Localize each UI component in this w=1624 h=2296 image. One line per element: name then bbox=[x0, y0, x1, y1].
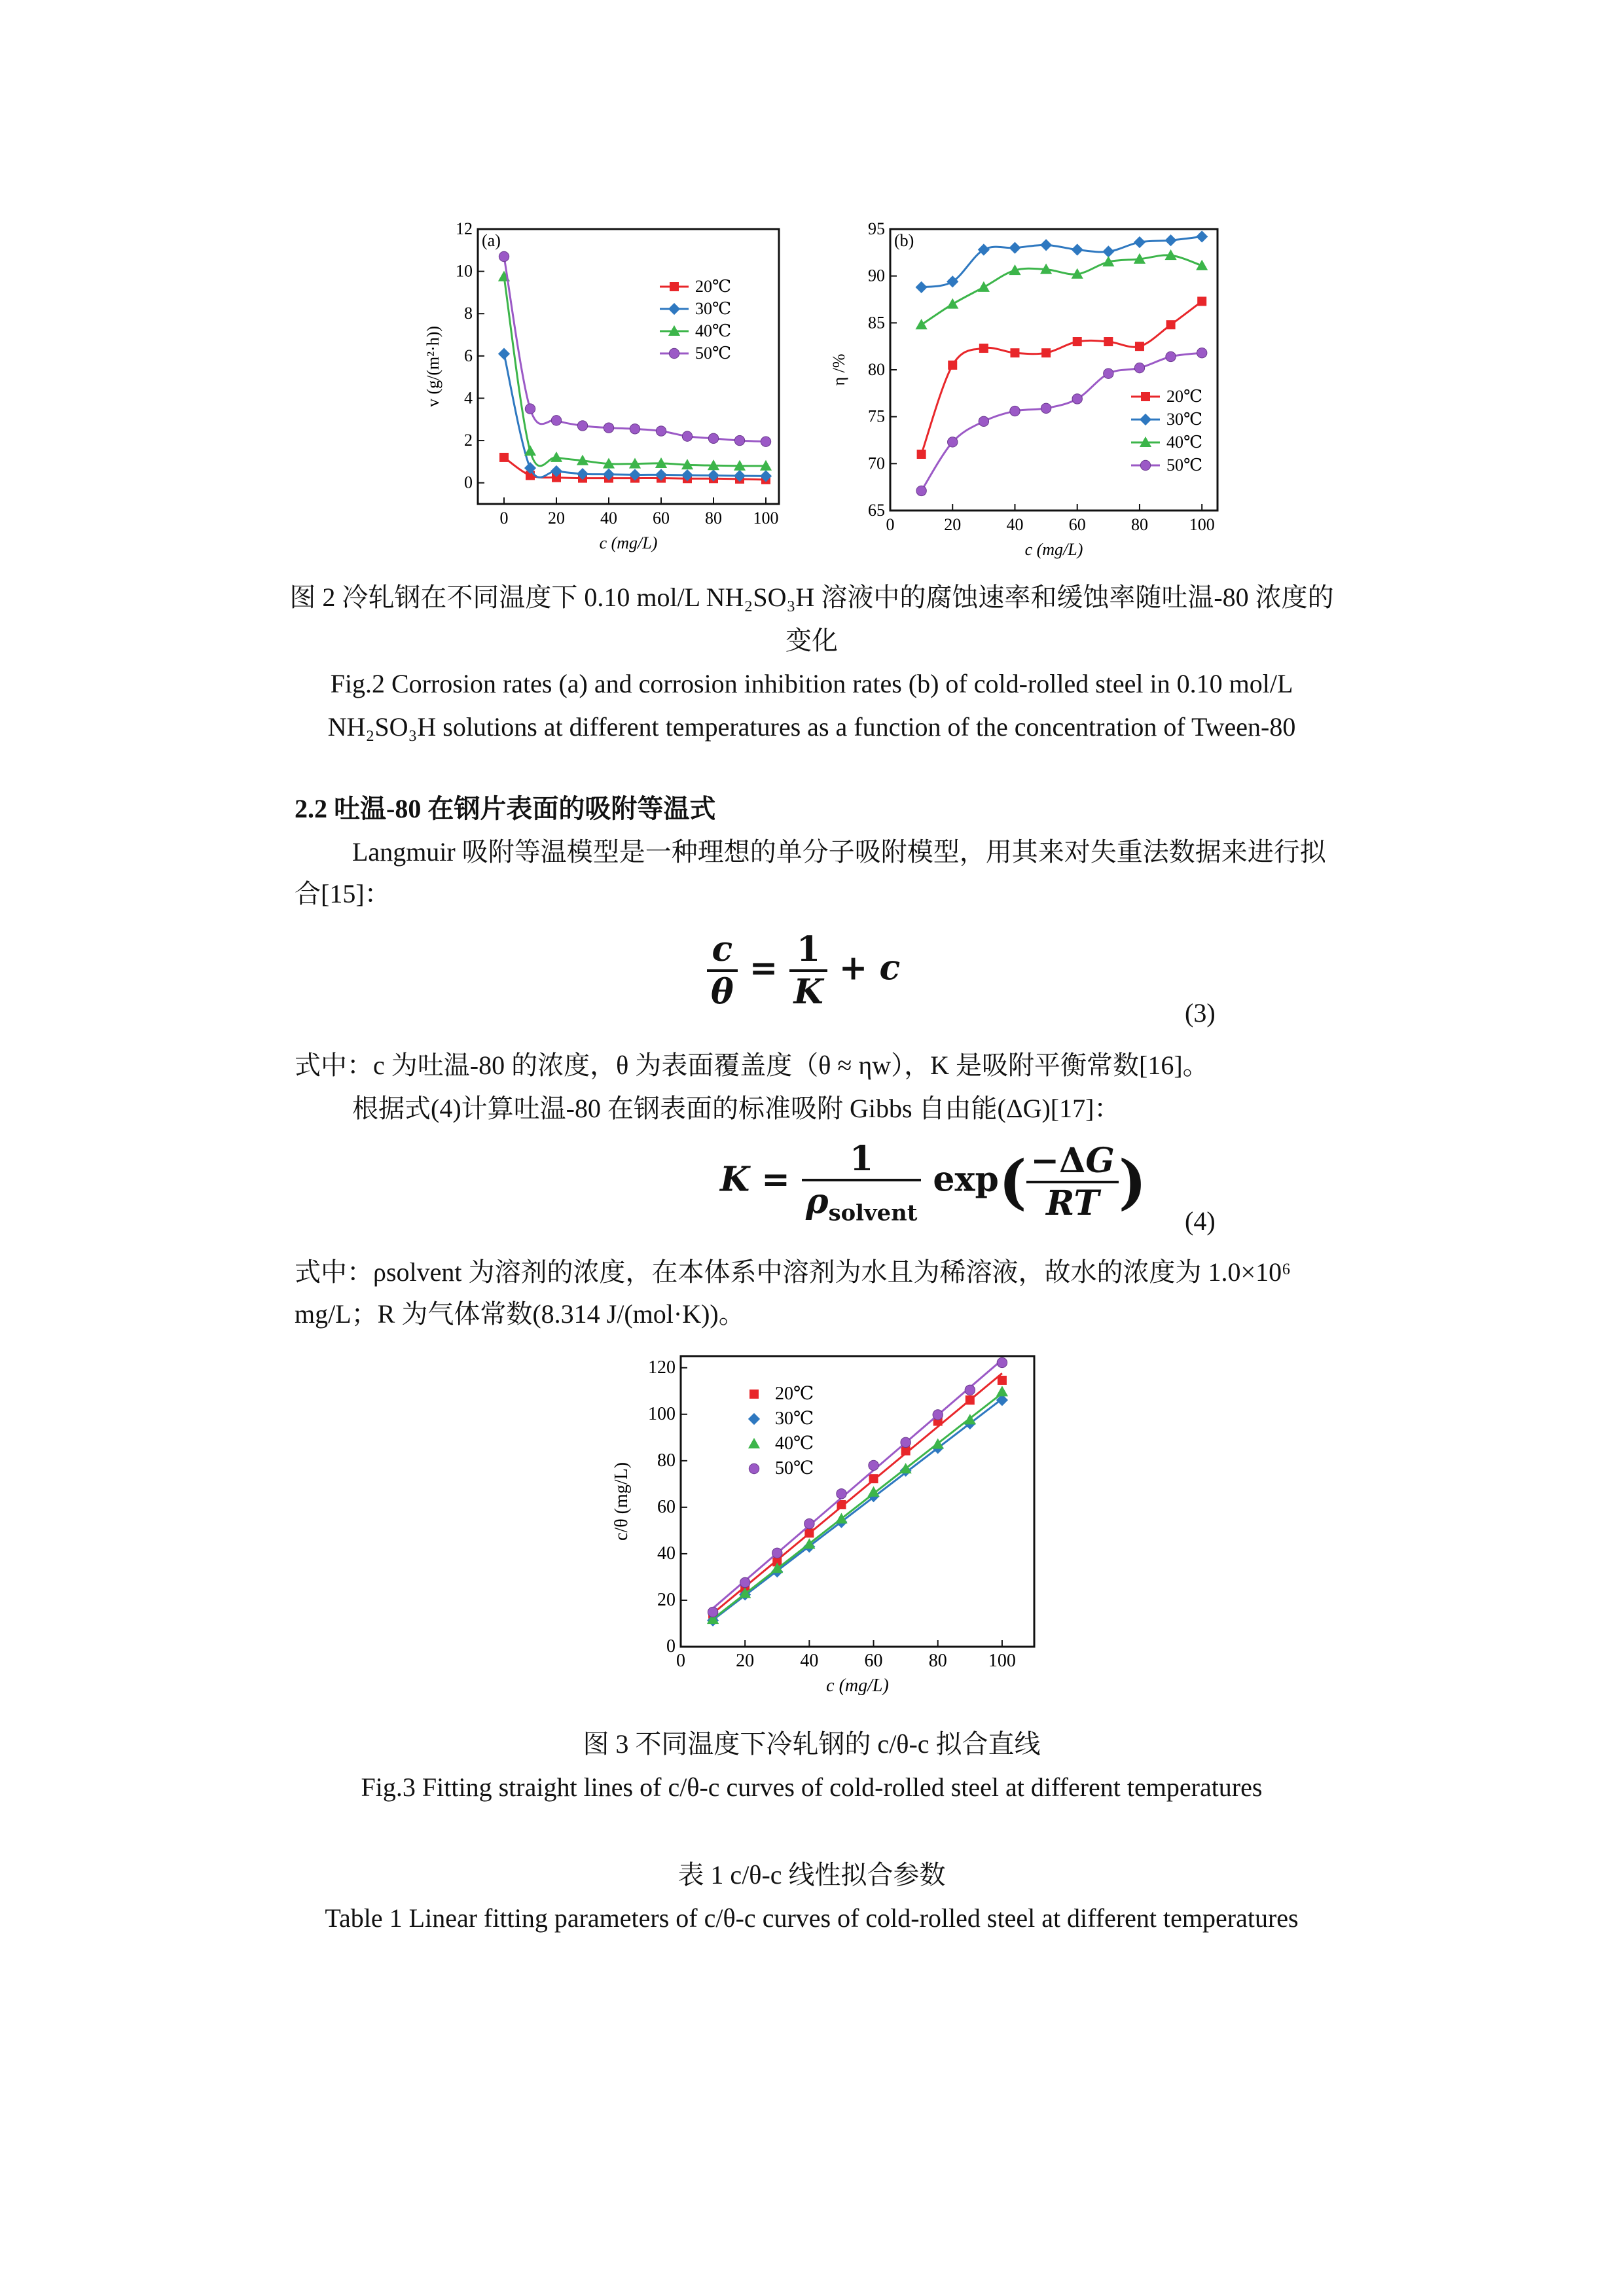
data-point bbox=[1164, 234, 1176, 246]
data-point bbox=[997, 1357, 1007, 1367]
y-tick-label: 8 bbox=[464, 304, 473, 323]
data-point bbox=[1134, 236, 1146, 248]
x-tick-label: 0 bbox=[499, 509, 509, 528]
legend-label: 50℃ bbox=[695, 344, 732, 363]
legend-marker bbox=[669, 348, 679, 358]
y-axis-label: c/θ (mg/L) bbox=[611, 1462, 632, 1541]
x-tick-label: 40 bbox=[800, 1651, 819, 1671]
legend-label: 40℃ bbox=[775, 1433, 814, 1454]
legend-label: 40℃ bbox=[695, 321, 732, 340]
data-point bbox=[979, 416, 988, 426]
data-point bbox=[837, 1489, 846, 1499]
data-point bbox=[948, 437, 958, 447]
data-point bbox=[916, 281, 928, 293]
fig3-chart bbox=[589, 1335, 1074, 1721]
data-point bbox=[1041, 348, 1051, 357]
data-point bbox=[1197, 348, 1206, 358]
fit-line bbox=[713, 1399, 1002, 1620]
y-tick-label: 20 bbox=[657, 1589, 676, 1610]
data-point bbox=[1102, 245, 1114, 257]
fit-line bbox=[713, 1393, 1002, 1619]
x-tick-label: 0 bbox=[886, 515, 895, 534]
x-tick-label: 100 bbox=[753, 509, 779, 528]
fig3-caption-cn: 图 3 不同温度下冷轧钢的 c/θ-c 拟合直线 bbox=[583, 1729, 1041, 1759]
x-tick-label: 40 bbox=[600, 509, 617, 528]
data-point bbox=[1196, 230, 1208, 242]
fig2-chart-b bbox=[818, 216, 1250, 569]
data-point bbox=[869, 1460, 878, 1470]
data-point bbox=[524, 445, 536, 456]
data-point bbox=[965, 1385, 975, 1395]
data-point bbox=[1010, 406, 1020, 416]
y-tick-label: 95 bbox=[868, 219, 885, 238]
y-tick-label: 60 bbox=[657, 1496, 676, 1517]
data-point bbox=[734, 435, 744, 445]
data-point bbox=[998, 1376, 1007, 1385]
x-tick-label: 20 bbox=[548, 509, 565, 528]
legend-label: 20℃ bbox=[695, 277, 732, 296]
y-tick-label: 4 bbox=[464, 388, 473, 408]
data-point bbox=[916, 319, 928, 329]
y-tick-label: 80 bbox=[657, 1450, 676, 1471]
x-tick-label: 20 bbox=[944, 515, 962, 534]
data-point bbox=[804, 1528, 814, 1537]
fig2-chart-a bbox=[425, 216, 831, 556]
legend-label: 30℃ bbox=[775, 1408, 814, 1429]
legend-marker bbox=[748, 1413, 760, 1425]
legend-label: 20℃ bbox=[1166, 387, 1203, 406]
paragraph-where-c: 式中：c 为吐温-80 的浓度，θ 为表面覆盖度（θ ≈ ηw），K 是吸附平衡常数[16]。 bbox=[295, 1050, 1209, 1080]
data-point bbox=[708, 433, 718, 443]
x-tick-label: 80 bbox=[1130, 515, 1148, 534]
data-point bbox=[499, 251, 509, 261]
y-tick-label: 2 bbox=[464, 431, 473, 450]
x-axis-label: c (mg/L) bbox=[599, 533, 658, 552]
data-point bbox=[1041, 403, 1051, 413]
data-point bbox=[1197, 296, 1206, 306]
data-point bbox=[1166, 320, 1176, 329]
paragraph-gibbs: 根据式(4)计算吐温-80 在钢表面的标准吸附 Gibbs 自由能(ΔG)[17]： bbox=[352, 1094, 1121, 1123]
legend-label: 40℃ bbox=[1166, 433, 1203, 452]
data-point bbox=[916, 486, 926, 495]
fig2-caption-en: Fig.2 Corrosion rates (a) and corrosion inhibition rates (b) of cold-rolled steel in 0.10 mol/L NH₂SO₃H solutions at different temperatures as a function of the concentration of Tween-80 bbox=[327, 669, 1296, 742]
data-point bbox=[682, 431, 692, 441]
data-point bbox=[1009, 242, 1020, 254]
x-tick-label: 0 bbox=[676, 1651, 685, 1671]
y-tick-label: 65 bbox=[868, 501, 885, 520]
paragraph-where-rho: 式中：ρsolvent 为溶剂的浓度，在本体系中溶剂为水且为稀溶液，故水的浓度为 1.0×10⁶ mg/L；R 为气体常数(8.314 J/(mol·K))。 bbox=[295, 1257, 1291, 1329]
data-point bbox=[978, 281, 990, 292]
y-tick-label: 80 bbox=[868, 360, 885, 379]
x-tick-label: 80 bbox=[705, 509, 722, 528]
data-point bbox=[498, 348, 510, 360]
data-point bbox=[551, 416, 561, 425]
y-tick-label: 70 bbox=[868, 454, 885, 473]
panel-label: (b) bbox=[894, 231, 914, 250]
legend-label: 20℃ bbox=[775, 1384, 814, 1404]
data-point bbox=[525, 404, 535, 414]
data-point bbox=[965, 1395, 975, 1405]
data-point bbox=[979, 344, 988, 353]
fig3-caption-en: Fig.3 Fitting straight lines of c/θ-c curves of cold-rolled steel at different temperatures bbox=[361, 1772, 1263, 1802]
legend-marker bbox=[748, 1438, 760, 1448]
data-point bbox=[1040, 239, 1052, 251]
series-line bbox=[922, 353, 1202, 491]
data-point bbox=[947, 298, 958, 309]
equation-4: K = $\frac{1}{\rho_{solvent}}$ exp( $\frac{-\Delta G}{RT}$ ) bbox=[720, 1139, 1147, 1226]
data-point bbox=[804, 1518, 814, 1528]
y-tick-label: 6 bbox=[464, 346, 473, 365]
y-tick-label: 0 bbox=[464, 473, 473, 492]
equation-4-number: (4) bbox=[1185, 1206, 1216, 1236]
plot-frame bbox=[478, 229, 779, 504]
legend-label: 50℃ bbox=[775, 1458, 814, 1479]
series-line bbox=[922, 255, 1202, 325]
x-axis-label: c (mg/L) bbox=[826, 1676, 889, 1696]
x-tick-label: 60 bbox=[1068, 515, 1086, 534]
data-point bbox=[1134, 363, 1144, 372]
y-tick-label: 120 bbox=[648, 1357, 676, 1378]
equation-3-number: (3) bbox=[1185, 998, 1216, 1028]
data-point bbox=[933, 1410, 943, 1420]
data-point bbox=[550, 452, 562, 462]
data-point bbox=[604, 423, 613, 433]
fit-line bbox=[713, 1373, 1002, 1613]
x-tick-label: 40 bbox=[1006, 515, 1024, 534]
y-tick-label: 12 bbox=[456, 219, 473, 238]
data-point bbox=[499, 453, 509, 462]
legend-marker bbox=[1141, 392, 1150, 401]
data-point bbox=[656, 426, 666, 436]
table1-caption-cn: 表 1 c/θ-c 线性拟合参数 bbox=[677, 1860, 946, 1890]
x-tick-label: 20 bbox=[736, 1651, 755, 1671]
data-point bbox=[917, 450, 926, 459]
fig2-caption-cn: 图 2 冷轧钢在不同温度下 0.10 mol/L NH₂SO₃H 溶液中的腐蚀速率和缓蚀率随吐温-80 浓度的变化 bbox=[289, 583, 1334, 655]
data-point bbox=[1104, 337, 1113, 346]
x-tick-label: 100 bbox=[1189, 515, 1215, 534]
data-point bbox=[1072, 243, 1083, 255]
y-tick-label: 0 bbox=[666, 1636, 676, 1657]
equation-3: $\frac{c}{\theta}$ = $\frac{1}{K}$ + c bbox=[707, 929, 900, 1012]
y-tick-label: 10 bbox=[456, 261, 473, 281]
data-point bbox=[772, 1548, 782, 1558]
series-line bbox=[922, 236, 1202, 287]
x-axis-label: c (mg/L) bbox=[1024, 540, 1083, 559]
table1-caption-en: Table 1 Linear fitting parameters of c/θ-c curves of cold-rolled steel at different temperatures bbox=[325, 1903, 1299, 1933]
legend-marker bbox=[668, 303, 680, 315]
x-tick-label: 60 bbox=[864, 1651, 883, 1671]
legend-label: 50℃ bbox=[1166, 456, 1203, 475]
data-point bbox=[869, 1474, 878, 1483]
y-tick-label: 75 bbox=[868, 406, 885, 426]
y-tick-label: 40 bbox=[657, 1543, 676, 1564]
data-point bbox=[761, 437, 770, 446]
x-tick-label: 80 bbox=[928, 1651, 947, 1671]
data-point bbox=[1072, 394, 1082, 404]
y-tick-label: 90 bbox=[868, 266, 885, 285]
data-point bbox=[630, 424, 640, 434]
x-tick-label: 100 bbox=[988, 1651, 1016, 1671]
section-heading: 2.2 吐温-80 在钢片表面的吸附等温式 bbox=[295, 794, 716, 823]
y-axis-label: v (g/(m²·h)) bbox=[424, 325, 442, 408]
legend-label: 30℃ bbox=[1166, 410, 1203, 429]
legend-marker bbox=[1140, 414, 1151, 425]
legend-marker bbox=[749, 1463, 759, 1473]
y-tick-label: 100 bbox=[648, 1403, 676, 1424]
legend-marker bbox=[670, 282, 679, 291]
panel-label: (a) bbox=[482, 231, 501, 250]
legend-marker bbox=[749, 1390, 759, 1399]
data-point bbox=[1166, 351, 1176, 361]
data-point bbox=[1073, 337, 1082, 346]
y-tick-label: 85 bbox=[868, 313, 885, 332]
legend-marker bbox=[1140, 460, 1150, 470]
paragraph-langmuir: Langmuir 吸附等温模型是一种理想的单分子吸附模型，用其来对失重法数据来进行拟合[15]： bbox=[295, 837, 1326, 908]
data-point bbox=[901, 1437, 911, 1447]
data-point bbox=[1135, 342, 1144, 351]
y-axis-label: η /% bbox=[829, 353, 848, 386]
data-point bbox=[996, 1386, 1008, 1396]
data-point bbox=[1104, 368, 1113, 378]
data-point bbox=[740, 1577, 749, 1587]
data-point bbox=[1010, 348, 1019, 357]
data-point bbox=[708, 1607, 717, 1617]
data-point bbox=[948, 361, 957, 370]
data-point bbox=[577, 421, 587, 431]
legend-label: 30℃ bbox=[695, 299, 732, 318]
x-tick-label: 60 bbox=[653, 509, 670, 528]
